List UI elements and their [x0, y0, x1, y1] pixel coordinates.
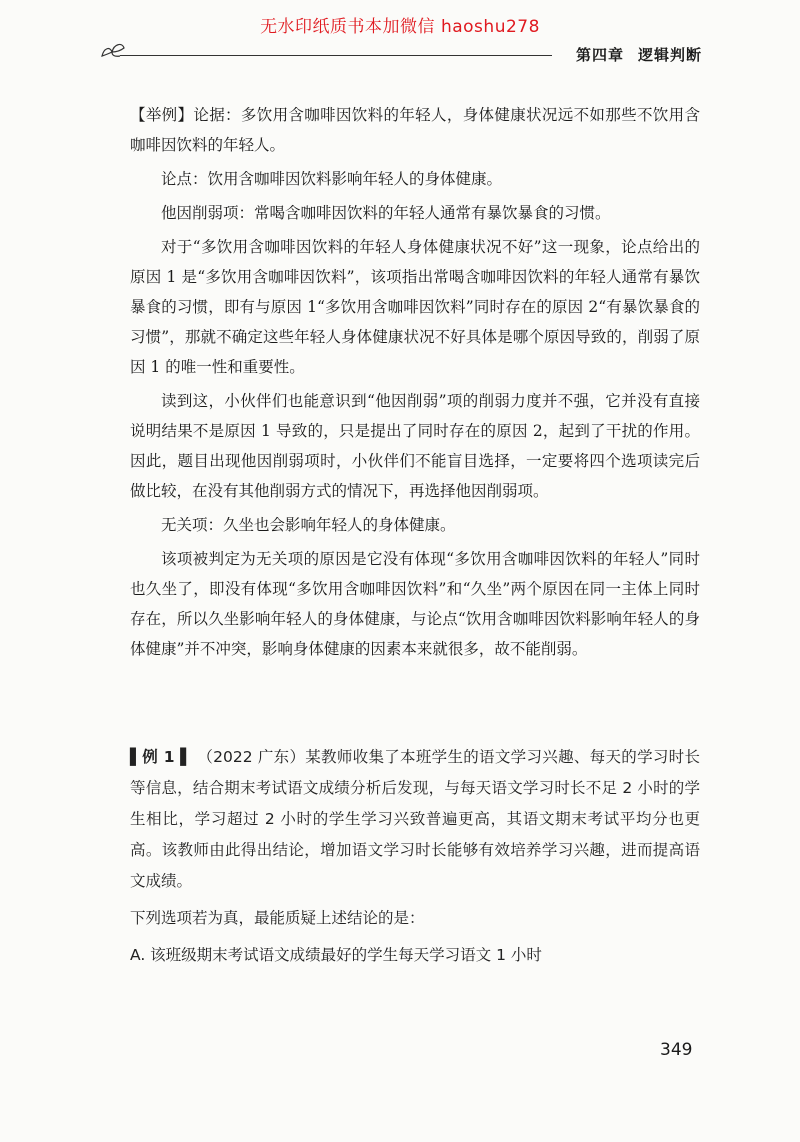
alternative-cause-paragraph: 他因削弱项：常喝含咖啡因饮料的年轻人通常有暴饮暴食的习惯。	[161, 204, 611, 222]
running-header	[98, 40, 702, 66]
irrelevant-analysis-paragraph: 该项被判定为无关项的原因是它没有体现“多饮用含咖啡因饮料的年轻人”同时也久坐了，即没有体现“多饮用含咖啡因饮料”和“久坐”两个原因在同一主体上同时存在，所以久坐影响年轻人的身体健康，与论点“饮用含咖啡因饮料影响年轻人的身体健康”并不冲突，影响身体健康的因素本来就很多，故不能削弱。	[130, 550, 700, 658]
chapter-title: 逻辑判断	[637, 46, 702, 64]
header-rule	[120, 55, 552, 56]
watermark-text: 无水印纸质书本加微信 haoshu278	[260, 17, 540, 37]
irrelevant-option-paragraph: 无关项：久坐也会影响年轻人的身体健康。	[161, 516, 456, 534]
example-stem-text: （2022 广东）某教师收集了本班学生的语文学习兴趣、每天的学习时长等信息，结合期末考试语文成绩分析后发现，与每天语文学习时长不足 2 小时的学生相比，学习超过 2 小时的学生学习兴致普遍更高，其语文期末考试平均分也更高。该教师由此得出结论，增加语文学习时长能够有效培养学习兴趣，进而提高语文成绩。	[130, 748, 700, 890]
conclusion-paragraph: 论点：饮用含咖啡因饮料影响年轻人的身体健康。	[161, 170, 503, 188]
question-prompt: 下列选项若为真，最能质疑上述结论的是：	[130, 909, 425, 927]
main-body	[130, 100, 700, 668]
leaf-sprout-icon	[98, 40, 128, 62]
chapter-heading	[562, 44, 702, 65]
chapter-number: 第四章	[575, 46, 624, 64]
example-stem	[130, 742, 700, 897]
example-marker: ▌例 1 ▌	[130, 748, 193, 766]
analysis-paragraph: 对于“多饮用含咖啡因饮料的年轻人身体健康状况不好”这一现象，论点给出的原因 1 是“多饮用含咖啡因饮料”，该项指出常喝含咖啡因饮料的年轻人通常有暴饮暴食的习惯，即有与原因 1“多饮用含咖啡因饮料”同时存在的原因 2“有暴饮暴食的习惯”，那就不确定这些年轻人身体健康状况不好具体是哪个原因导致的，削弱了原因 1 的唯一性和重要性。	[130, 238, 700, 376]
strength-note-paragraph: 读到这，小伙伴们也能意识到“他因削弱”项的削弱力度并不强，它并没有直接说明结果不是原因 1 导致的，只是提出了同时存在的原因 2，起到了干扰的作用。因此，题目出现他因削弱项时，小伙伴们不能盲目选择，一定要将四个选项读完后做比较，在没有其他削弱方式的情况下，再选择他因削弱项。	[130, 392, 700, 500]
example-question	[130, 742, 700, 977]
page-number: 349	[660, 1040, 693, 1060]
option-a: A. 该班级期末考试语文成绩最好的学生每天学习语文 1 小时	[130, 946, 542, 964]
example-argument-paragraph: 【举例】论据：多饮用含咖啡因饮料的年轻人，身体健康状况远不如那些不饮用含咖啡因饮料的年轻人。	[130, 106, 700, 154]
